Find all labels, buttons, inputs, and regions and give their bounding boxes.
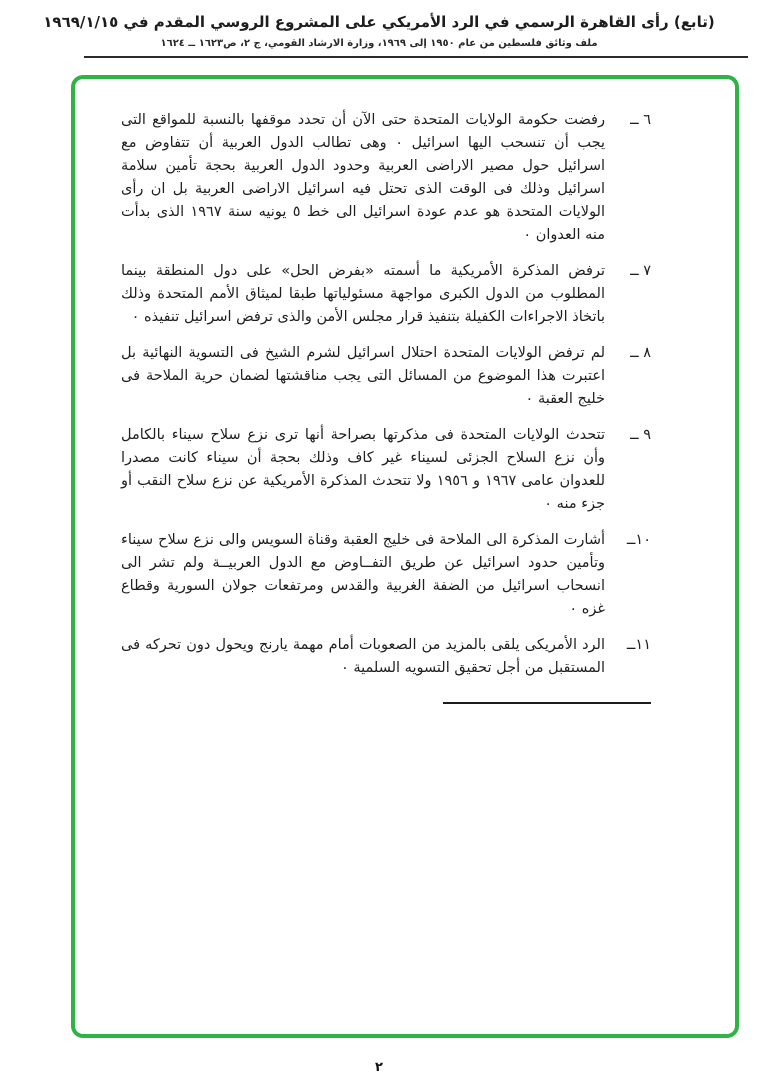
- page-title: (تابع) رأى القاهرة الرسمي في الرد الأمريكي على المشروع الروسي المقدم في ١٩٦٩/١/١٥: [43, 13, 715, 31]
- closing-divider: [443, 702, 651, 704]
- item-number: ١٠ــ: [626, 532, 651, 548]
- item-number: ٧ ــ: [630, 263, 651, 279]
- list-item: [121, 342, 651, 411]
- document-header: [0, 0, 758, 49]
- item-text: الرد الأمريكى يلقى بالمزيد من الصعوبات أمام مهمة يارنج ويحول دون تحركه فى المستقبل من أجل تحقيق التسويه السلمية ٠: [121, 637, 605, 676]
- item-number: ٩ ــ: [630, 427, 651, 443]
- item-text: ترفض المذكرة الأمريكية ما أسمته «بفرض الحل» على دول المنطقة بينما المطلوب من الدول الكبرى مواجهة مسئولياتها طبقا لميثاق الأمم المتحدة وذلك باتخاذ الاجراءات الكفيلة بتنفيذ قرار مجلس الأمن والذى ترفض اسرائيل تنفيذه ٠: [121, 263, 605, 325]
- item-number: ٦ ــ: [630, 112, 651, 128]
- numbered-list: [75, 79, 735, 704]
- list-item: [121, 424, 651, 516]
- source-citation: ملف وثائق فلسطين من عام ١٩٥٠ إلى ١٩٦٩، وزارة الارشاد القومي، ج ٢، ص١٦٢٣ ــ ١٦٢٤: [160, 38, 598, 49]
- list-item: [121, 529, 651, 621]
- item-text: تتحدث الولايات المتحدة فى مذكرتها بصراحة أنها ترى نزع سلاح سيناء بالكامل وأن نزع السلاح الجزئى لسيناء غير كاف وذلك بحجة أن سيناء كانت مصدرا للعدوان عامى ١٩٦٧ و ١٩٥٦ ولا تتحدث المذكرة الأمريكية عن نزع سلاح النقب أو جزء منه ٠: [121, 427, 605, 512]
- header-divider: [84, 56, 748, 58]
- item-text: لم ترفض الولايات المتحدة احتلال اسرائيل لشرم الشيخ فى التسوية النهائية بل اعتبرت هذا الموضوع من المسائل التى يجب مناقشتها لضمان حرية الملاحة فى خليج العقبة ٠: [121, 345, 605, 407]
- list-item: [121, 260, 651, 329]
- list-item: [121, 634, 651, 680]
- item-text: أشارت المذكرة الى الملاحة فى خليج العقبة وقناة السويس والى نزع سلاح سيناء وتأمين حدود اسرائيل عن طريق التفــاوض مع الدول العربيــة ولم تشر الى انسحاب اسرائيل من الضفة الغربية والقدس ومرتفعات جولان السورية وقطاع غزه ٠: [121, 532, 605, 617]
- item-text: رفضت حكومة الولايات المتحدة حتى الآن أن تحدد موقفها بالنسبة للمواقع التى يجب أن تنسحب اليها اسرائيل ٠ وهى تطالب الدول العربية أن تتفاوض مع اسرائيل حول مصير الاراضى العربية وحدود الدول العربية بحجة تأمين سلامة اسرائيل وذلك فى الوقت الذى تحتل فيه اسرائيل الاراضى العربية بل ان رأى الولايات المتحدة هو عدم عودة اسرائيل الى خط ٥ يونيه سنة ١٩٦٧ الذى بدأت منه العدوان ٠: [121, 112, 606, 243]
- content-border-box: [71, 75, 739, 1038]
- item-number: ٨ ــ: [630, 345, 651, 361]
- page-number: ٢: [375, 1060, 383, 1075]
- list-item: [121, 109, 651, 247]
- item-number: ١١ــ: [626, 637, 651, 653]
